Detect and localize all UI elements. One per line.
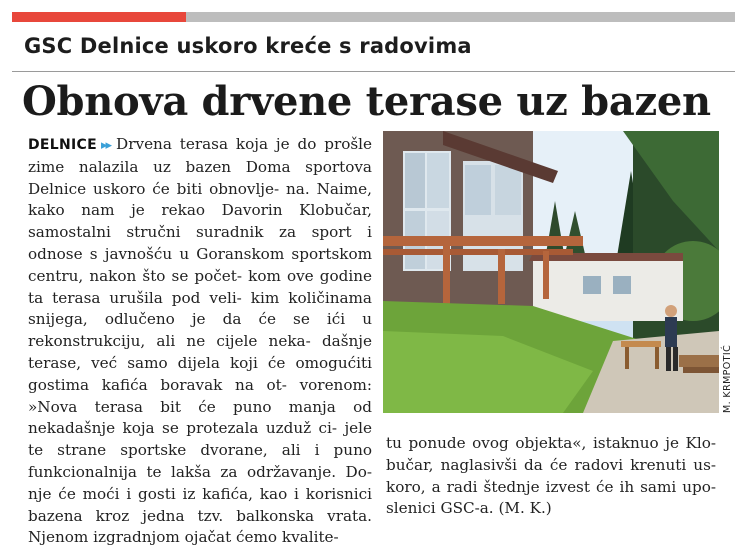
section-color-bar xyxy=(12,12,735,22)
kicker-divider xyxy=(12,71,735,72)
double-chevron-right-icon: ▸▸ xyxy=(100,138,111,153)
photo-credit: M. KRMPOTIĆ xyxy=(722,344,733,413)
section-color-accent xyxy=(12,12,186,22)
body-text-col1: Drvena terasa koja je do prošle zime nalazila uz bazen Doma sportova Delnice uskoro će biti obnovlje- na. Naime, kako nam je rekao Davorin Klobučar, samostalni stručni suradnik za sport i odnose s javnošću u Goranskom sportskom centru, nakon što se počet- kom ove godine ta terasa urušila pod veli- kim količinama snijega, odlučeno je da će se ići u rekonstrukciju, ali ne cijele neka- dašnje terase, već samo dijela koji će omogućiti gostima kafića boravak na ot- vorenom: »Nova terasa bit će puno manja od nekadašnje koja se protezala uzduž ci- jele te strane sportske dvorane, ali i puno funkcionalnija te lakša za održavanje. Do- nje će moći i gosti iz kafića, kao i korisnici bazena kroz jedna tzv. balkonska vrata. Njenom izgradnjom ojačat ćemo kvalite- xyxy=(28,135,372,547)
dateline: DELNICE xyxy=(28,137,97,153)
article-kicker: GSC Delnice uskoro kreće s radovima xyxy=(24,34,472,58)
article-body-column-2 xyxy=(386,433,716,520)
article-body-column-1 xyxy=(28,134,372,549)
article-headline: Obnova drvene terase uz bazen xyxy=(22,78,711,125)
article-photo xyxy=(383,131,719,413)
body-text-col2: tu ponude ovog objekta«, istaknuo je Klo- bučar, naglasivši da će radovi krenuti us- koro, a radi štednje izvest će ih sami upo- slenici GSC-a. (M. K.) xyxy=(386,434,716,518)
